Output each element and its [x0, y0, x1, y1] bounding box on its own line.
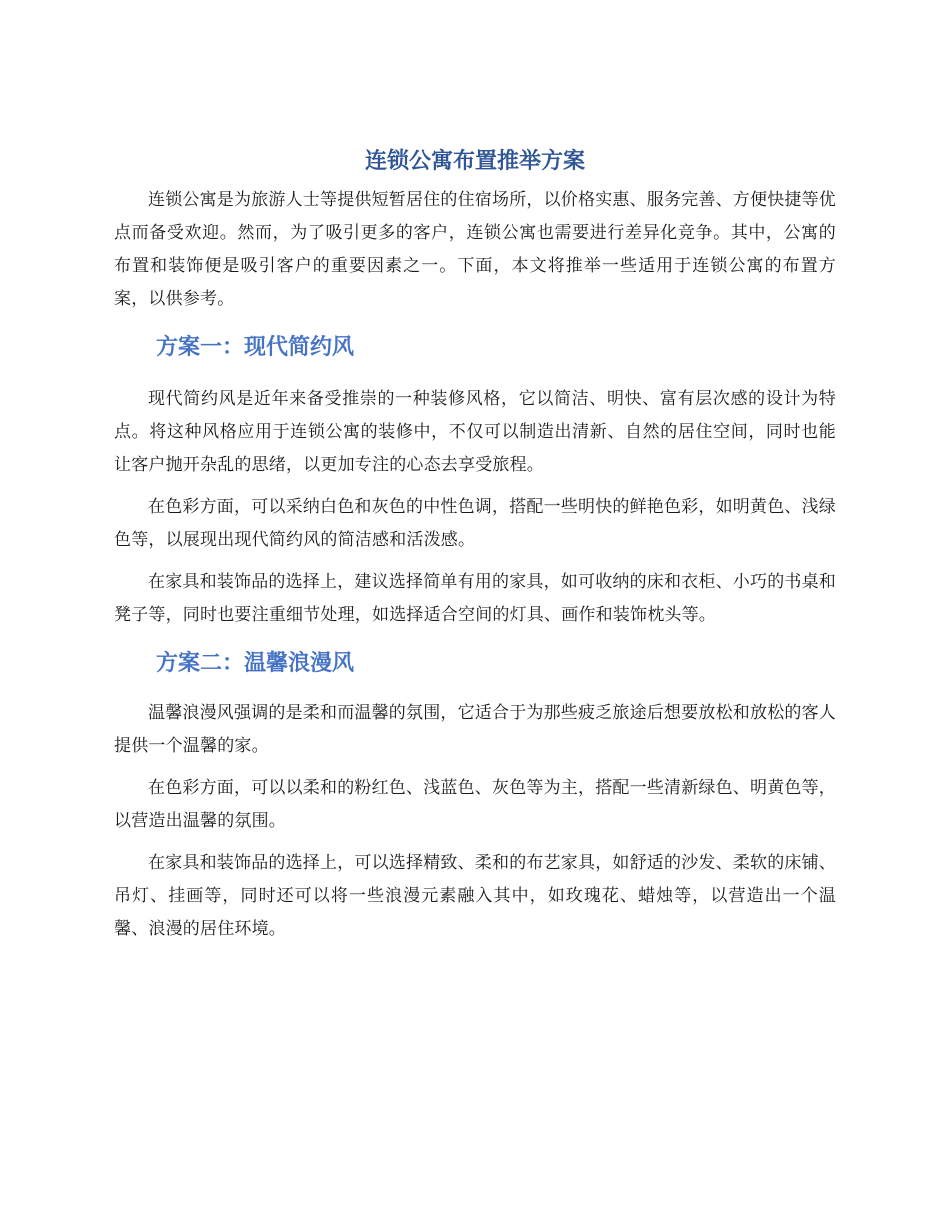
- section-1-paragraph-1: 现代简约风是近年来备受推崇的一种装修风格，它以简洁、明快、富有层次感的设计为特点。将这种风格应用于连锁公寓的装修中，不仅可以制造出清新、自然的居住空间，同时也能让客户抛开杂乱的思绪，以更加专注的心态去享受旅程。: [114, 389, 836, 475]
- section-1-paragraph-3: 在家具和装饰品的选择上，建议选择简单有用的家具，如可收纳的床和衣柜、小巧的书桌和凳子等，同时也要注重细节处理，如选择适合空间的灯具、画作和装饰枕头等。: [114, 572, 836, 625]
- section-1-heading: 方案一：现代简约风: [156, 335, 355, 360]
- section-1-paragraph-2: 在色彩方面，可以采纳白色和灰色的中性色调，搭配一些明快的鲜艳色彩，如明黄色、浅绿色等，以展现出现代简约风的简洁感和活泼感。: [114, 497, 836, 550]
- section-2-heading: 方案二：温馨浪漫风: [156, 651, 355, 676]
- section-2-paragraph-3: 在家具和装饰品的选择上，可以选择精致、柔和的布艺家具，如舒适的沙发、柔软的床铺、吊灯、挂画等，同时还可以将一些浪漫元素融入其中，如玫瑰花、蜡烛等，以营造出一个温馨、浪漫的居住环境。: [114, 853, 836, 939]
- intro-paragraph: 连锁公寓是为旅游人士等提供短暂居住的住宿场所，以价格实惠、服务完善、方便快捷等优点而备受欢迎。然而，为了吸引更多的客户，连锁公寓也需要进行差异化竞争。其中，公寓的布置和装饰便是吸引客户的重要因素之一。下面，本文将推举一些适用于连锁公寓的布置方案，以供参考。: [114, 190, 836, 309]
- section-2-paragraph-1: 温馨浪漫风强调的是柔和而温馨的氛围，它适合于为那些疲乏旅途后想要放松和放松的客人提供一个温馨的家。: [114, 703, 836, 756]
- document-title: 连锁公寓布置推举方案: [364, 149, 585, 174]
- section-2-paragraph-2: 在色彩方面，可以以柔和的粉红色、浅蓝色、灰色等为主，搭配一些清新绿色、明黄色等，以营造出温馨的氛围。: [114, 778, 836, 831]
- document-page: [114, 140, 836, 946]
